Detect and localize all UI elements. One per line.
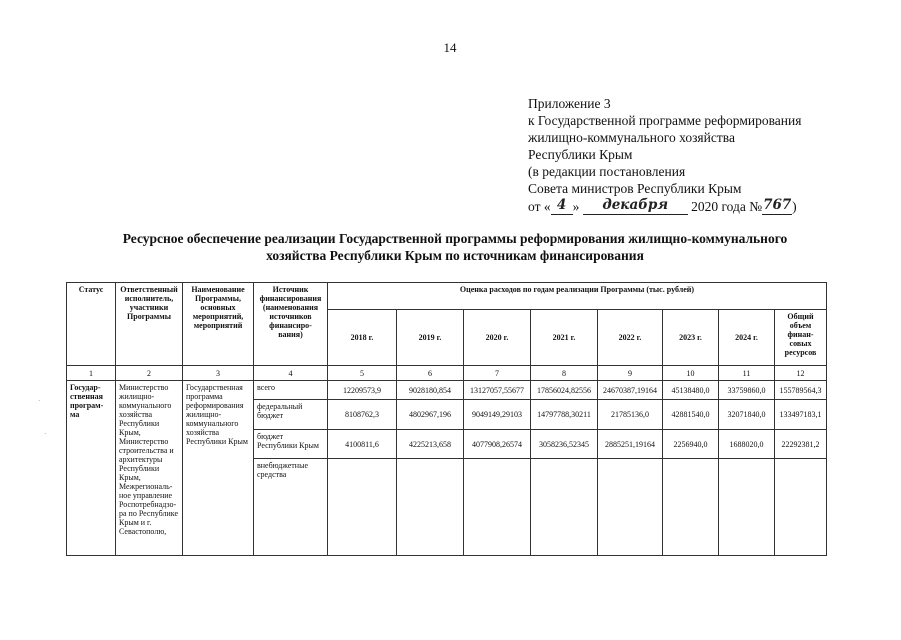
value-cell: 4802967,196	[397, 400, 464, 430]
table-row-total	[67, 381, 827, 400]
header-status: Статус	[67, 283, 116, 366]
value-cell	[663, 459, 719, 556]
header-year-2019: 2019 г.	[397, 310, 464, 366]
value-cell: 45138480,0	[663, 381, 719, 400]
header-year-2020: 2020 г.	[464, 310, 531, 366]
header-year-2021: 2021 г.	[531, 310, 598, 366]
margin-mark: ·	[44, 430, 47, 438]
header-executor: Ответственный исполнитель, участники Программы	[116, 283, 183, 366]
status-cell: Государ-ственная програм-ма	[67, 381, 116, 556]
handwritten-day: 4	[551, 197, 573, 215]
value-cell	[719, 459, 775, 556]
column-number: 11	[719, 366, 775, 381]
program-name-cell: Государственная программа реформирования жилищно-коммунального хозяйства Республики Крым	[183, 381, 254, 556]
document-title	[60, 230, 850, 264]
column-number: 3	[183, 366, 254, 381]
header-year-2018: 2018 г.	[328, 310, 397, 366]
annex-line-2: к Государственной программе реформирования	[528, 113, 802, 128]
header-row-1	[67, 283, 827, 310]
value-cell: 133497183,1	[775, 400, 827, 430]
document-title-line-2: хозяйства Республики Крым по источникам финансирования	[266, 248, 644, 263]
value-cell	[464, 459, 531, 556]
value-cell	[598, 459, 663, 556]
header-year-2024: 2024 г.	[719, 310, 775, 366]
header-name: Наименование Программы, основных мероприятий, мероприятий	[183, 283, 254, 366]
margin-mark: ·	[38, 397, 41, 405]
annex-line-3: жилищно-коммунального хозяйства	[528, 130, 735, 145]
source-cell: всего	[254, 381, 328, 400]
document-title-line-1: Ресурсное обеспечение реализации Государственной программы реформирования жилищно-коммунального	[122, 231, 788, 246]
value-cell: 13127057,55677	[464, 381, 531, 400]
handwritten-month: декабря	[583, 197, 688, 215]
header-source: Источник финансирования (наименования источников финансиро-вания)	[254, 283, 328, 366]
value-cell: 8108762,3	[328, 400, 397, 430]
value-cell: 155789564,3	[775, 381, 827, 400]
handwritten-number: 767	[763, 197, 792, 213]
value-cell: 4100811,6	[328, 429, 397, 459]
column-number: 10	[663, 366, 719, 381]
value-cell: 17856024,82556	[531, 381, 598, 400]
value-cell: 32071840,0	[719, 400, 775, 430]
value-cell: 24670387,19164	[598, 381, 663, 400]
annex-line-5: (в редакции постановления	[528, 164, 686, 179]
value-cell: 2256940,0	[663, 429, 719, 459]
funding-table	[66, 282, 827, 556]
value-cell: 9049149,29103	[464, 400, 531, 430]
header-year-2022: 2022 г.	[598, 310, 663, 366]
value-cell: 1688020,0	[719, 429, 775, 459]
column-number-row	[67, 366, 827, 381]
source-cell: внебюджетные средства	[254, 459, 328, 556]
value-cell: 4077908,26574	[464, 429, 531, 459]
executor-cell: Министерство жилищно-коммунального хозяйства Республики Крым, Министерство строительства и архитектуры Республики Крым, Межрегиональ-ное управление Роспотребнадзо-ра по Республике Крым и г. Севастополю,	[116, 381, 183, 556]
value-cell: 42881540,0	[663, 400, 719, 430]
column-number: 2	[116, 366, 183, 381]
year-text: 2020 года №	[691, 199, 763, 214]
value-cell: 33759860,0	[719, 381, 775, 400]
column-number: 4	[254, 366, 328, 381]
value-cell: 9028180,854	[397, 381, 464, 400]
column-number: 12	[775, 366, 827, 381]
column-number: 1	[67, 366, 116, 381]
header-estimate: Оценка расходов по годам реализации Программы (тыс. рублей)	[328, 283, 827, 310]
value-cell: 12209573,9	[328, 381, 397, 400]
value-cell	[328, 459, 397, 556]
column-number: 7	[464, 366, 531, 381]
close-paren: )	[792, 199, 797, 214]
value-cell	[775, 459, 827, 556]
value-cell: 14797788,30211	[531, 400, 598, 430]
column-number: 5	[328, 366, 397, 381]
value-cell: 4225213,658	[397, 429, 464, 459]
resolution-date-line	[528, 197, 801, 215]
value-cell: 3058236,52345	[531, 429, 598, 459]
source-cell: федеральный бюджет	[254, 400, 328, 430]
source-cell: бюджет Республики Крым	[254, 429, 328, 459]
header-total: Общий объем финан-совых ресурсов	[775, 310, 827, 366]
value-cell: 21785136,0	[598, 400, 663, 430]
value-cell: 2885251,19164	[598, 429, 663, 459]
value-cell: 22292381,2	[775, 429, 827, 459]
value-cell	[397, 459, 464, 556]
column-number: 6	[397, 366, 464, 381]
quote-close: »	[572, 199, 580, 214]
column-number: 8	[531, 366, 598, 381]
from-prefix: от «	[528, 199, 551, 214]
header-year-2023: 2023 г.	[663, 310, 719, 366]
annex-block	[528, 95, 801, 215]
annex-line-6: Совета министров Республики Крым	[528, 181, 742, 196]
annex-line-4: Республики Крым	[528, 147, 633, 162]
value-cell	[531, 459, 598, 556]
annex-line-1: Приложение 3	[528, 96, 611, 111]
page-number: 14	[443, 40, 457, 55]
column-number: 9	[598, 366, 663, 381]
